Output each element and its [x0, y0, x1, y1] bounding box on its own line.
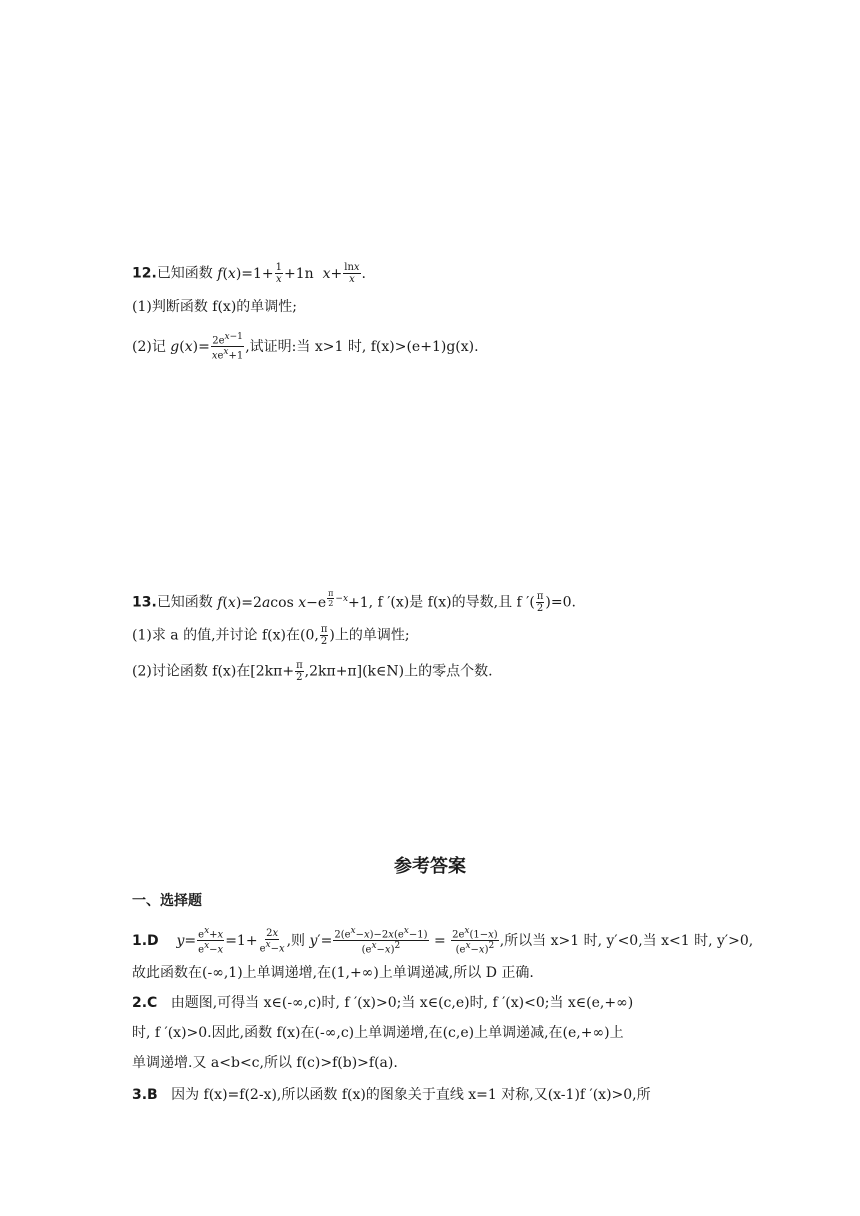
- q12-number: 12.: [132, 265, 157, 282]
- q13-formula: f(x)=2acos x−e $^{\frac{\pi}{2} -x}$+1: [217, 589, 369, 611]
- q12-part2: (2)记 g(x)= $\frac{2e^{x-1}}{xe^x+1}$ ,试证明:当 x>1 时, f(x)>(e+1)g(x).: [132, 332, 479, 362]
- answer-1-formula: y= $\frac{e^x+x}{e^x-x}$ =1+ $\frac{2x}{e^x-x}$ ,则 y′= $\frac{2(e^x-x)-2x(e^x-1)}{(e^x-x)^2}$ = $\frac{2e^x(1-x)}{(e^x-x)^2}$: [176, 926, 498, 956]
- q12-part1: (1)判断函数 f(x)的单调性;: [132, 299, 297, 315]
- q12-stem: [132, 262, 366, 285]
- answer-2-number: 2.C: [132, 995, 158, 1011]
- q12-formula: f(x)=1+ $\frac{1}{x}$ +1n x+ $\frac{\ln x}{x}$ .: [217, 262, 366, 285]
- q12-intro: 已知函数: [156, 265, 213, 282]
- answer-1-line2: 故此函数在(-∞,1)上单调递增,在(1,+∞)上单调递减,所以 D 正确.: [132, 965, 534, 981]
- section-choice: 一、选择题: [132, 893, 202, 909]
- answer-2-line1: 2.C 由题图,可得当 x∈(-∞,c)时, f ′(x)>0;当 x∈(c,e)时, f ′(x)<0;当 x∈(e,+∞): [132, 995, 634, 1011]
- q12-g-formula: g(x)= $\frac{2e^{x-1}}{xe^x+1}$: [170, 332, 244, 362]
- answer-2-line3: 单调递增.又 a<b<c,所以 f(c)>f(b)>f(a).: [132, 1055, 398, 1071]
- q13-number: 13.: [132, 594, 157, 611]
- q13-part1: (1)求 a 的值,并讨论 f(x)在(0, $\frac{\pi}{2}$ )上的单调性;: [132, 624, 410, 647]
- answer-3-number: 3.B: [132, 1087, 158, 1103]
- q13-part2: (2)讨论函数 f(x)在[2kπ+ $\frac{\pi}{2}$ ,2kπ+π](k∈N)上的零点个数.: [132, 660, 493, 683]
- q13-stem: 13.已知函数 f(x)=2acos x−e $^{\frac{\pi}{2} -x}$+1, f ′(x)是 f(x)的导数,且 f ′( $\frac{\pi}{2}$ )=0.: [132, 589, 576, 615]
- answer-2-line2: 时, f ′(x)>0.因此,函数 f(x)在(-∞,c)上单调递增,在(c,e)上单调递减,在(e,+∞)上: [132, 1025, 624, 1041]
- answer-1-line1: 1.D y= $\frac{e^x+x}{e^x-x}$ =1+ $\frac{2x}{e^x-x}$ ,则 y′= $\frac{2(e^x-x)-2x(e^x-1)}{(e^x-x)^2}$ = $\frac{2e^x(1-x)}{(e^x-x)^2}$ ,所以当 x>1 时, y′<0,当 x<1 时, y′>0,: [132, 926, 754, 956]
- answers-title: 参考答案: [394, 856, 466, 877]
- answer-1-number: 1.D: [132, 932, 159, 949]
- answer-3-line1: 3.B 因为 f(x)=f(2-x),所以函数 f(x)的图象关于直线 x=1 对称,又(x-1)f ′(x)>0,所: [132, 1087, 651, 1103]
- q13-intro: 已知函数: [156, 594, 213, 611]
